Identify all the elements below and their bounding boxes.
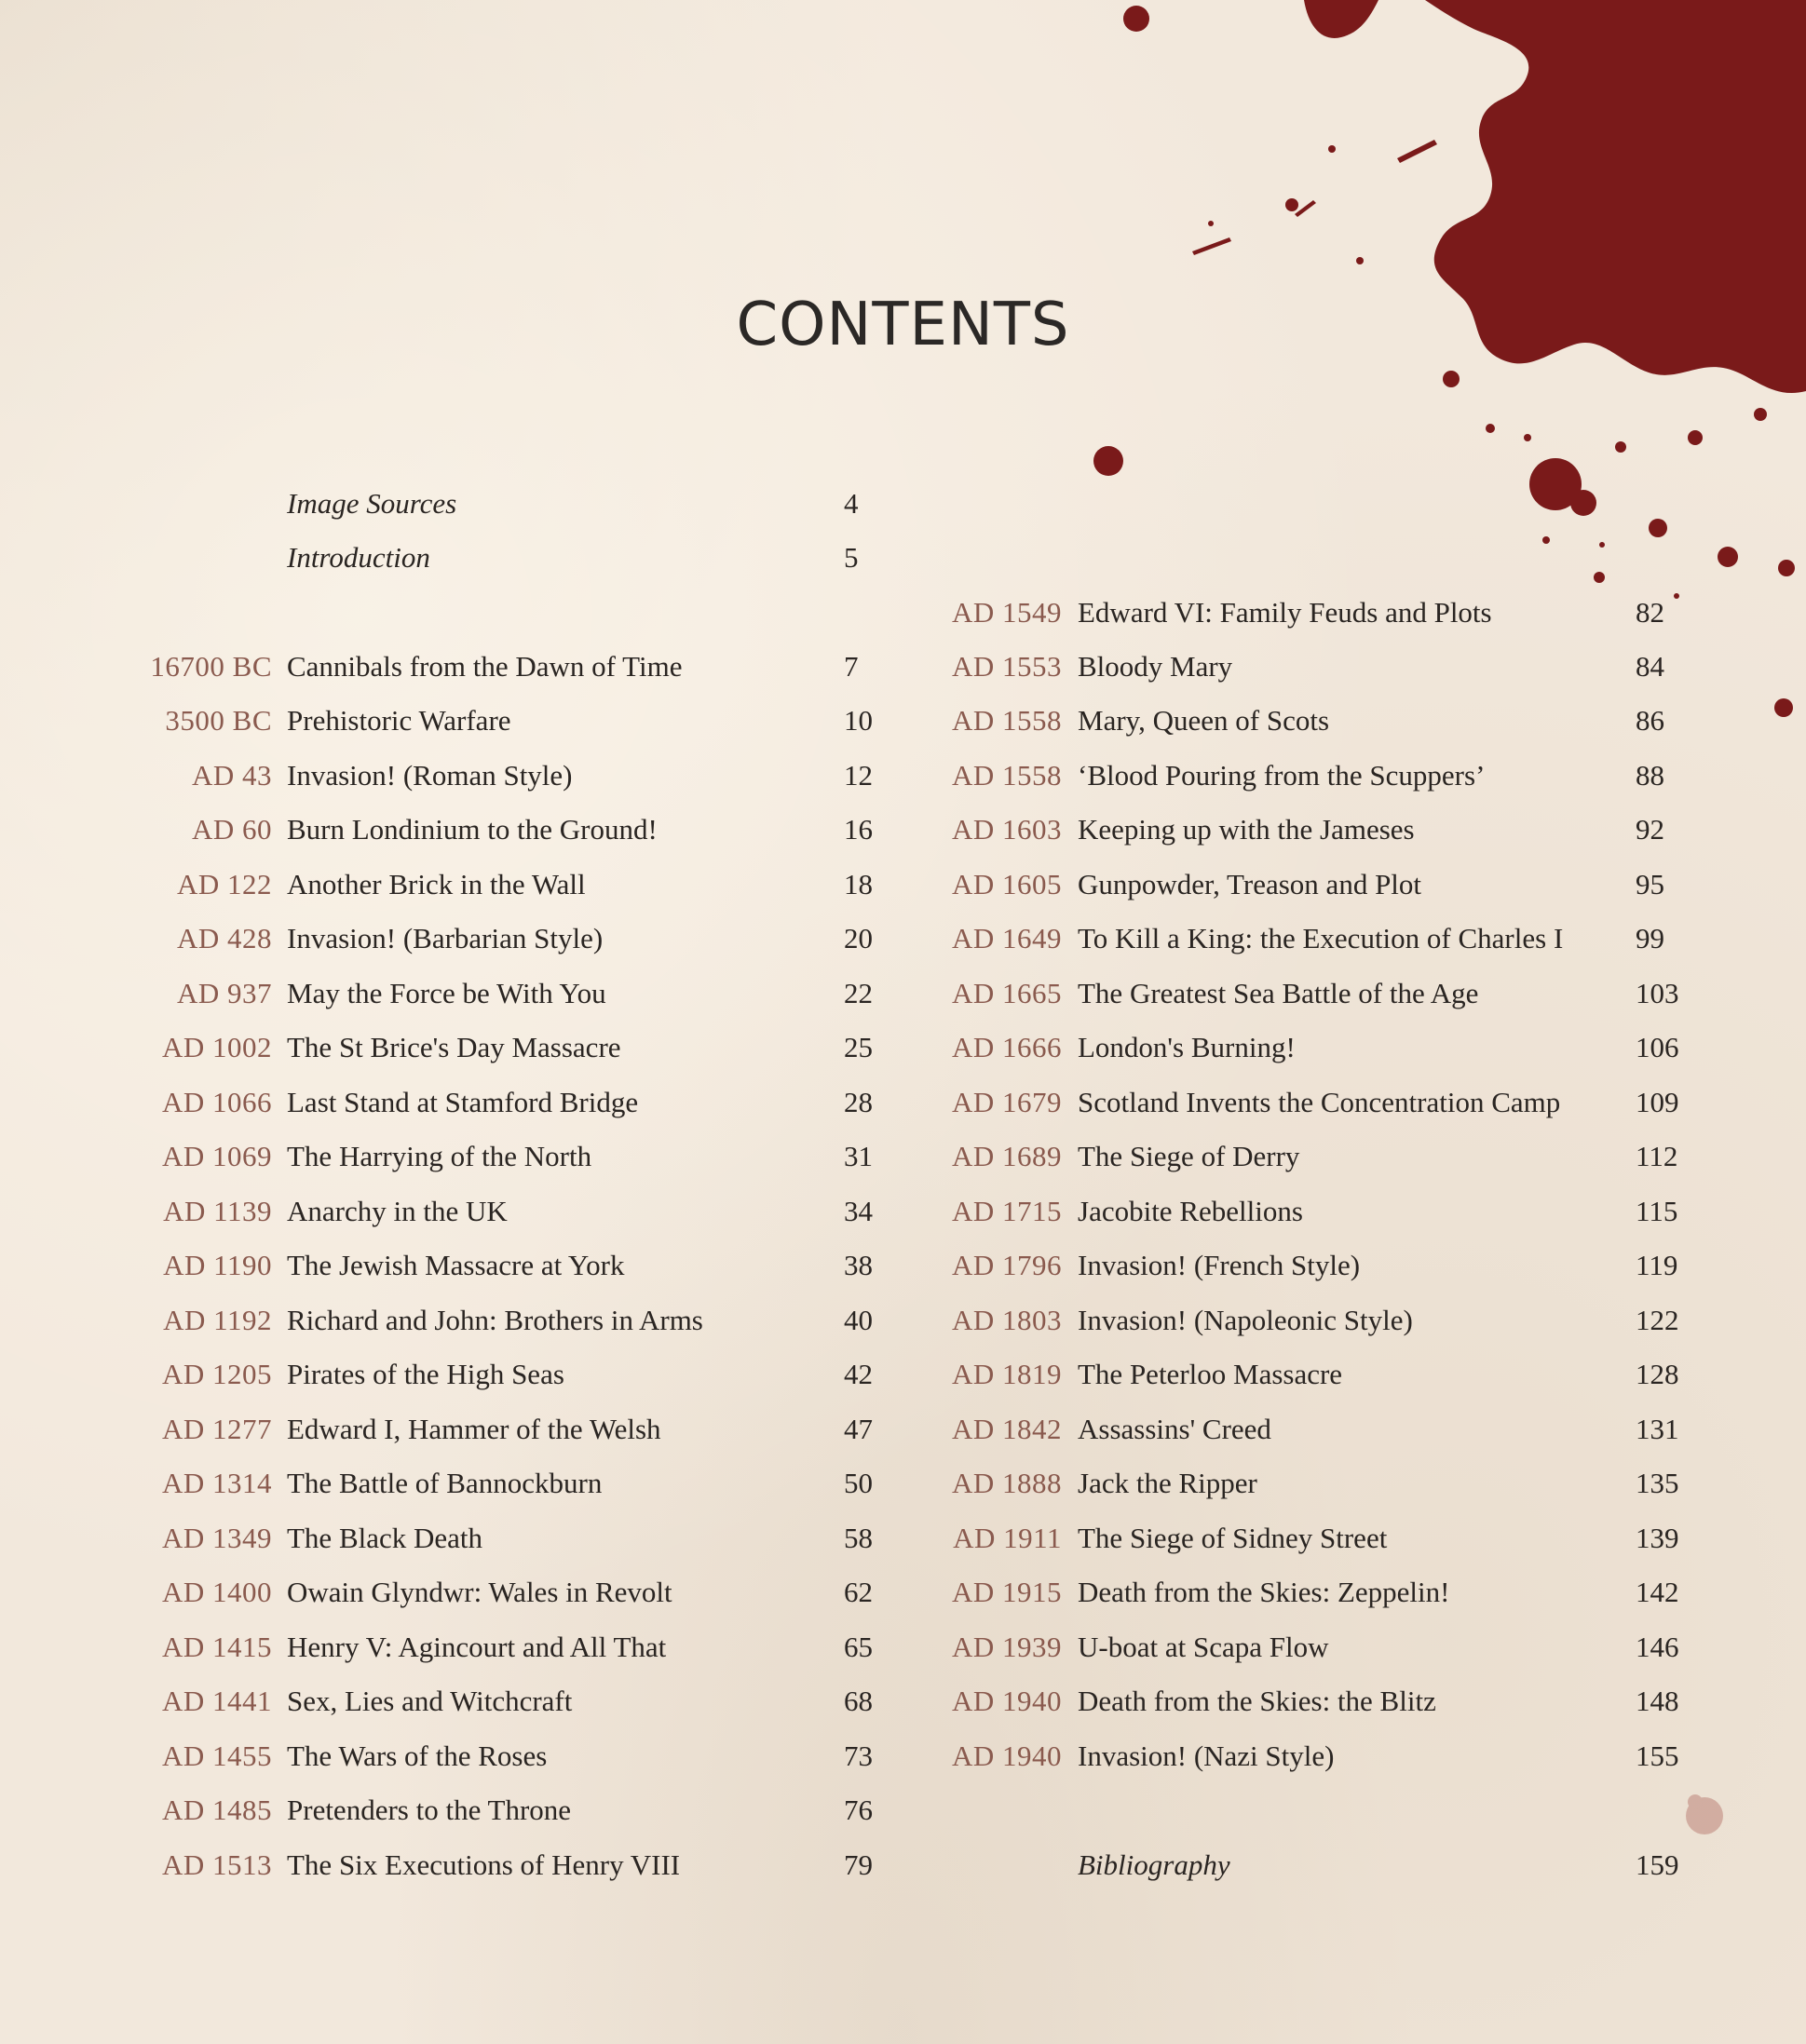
contents-entry[interactable]	[0, 803, 1806, 857]
entry-year: AD 1549	[951, 596, 1062, 629]
entry-title: The Six Executions of Henry VIII	[287, 1848, 681, 1881]
entry-title: Pretenders to the Throne	[287, 1794, 572, 1826]
entry-year: AD 1939	[951, 1631, 1062, 1663]
entry-year: AD 1796	[951, 1249, 1062, 1281]
contents-entry[interactable]	[0, 1456, 1806, 1510]
entry-page: 16	[844, 813, 873, 846]
entry-page: 5	[844, 541, 859, 574]
entry-year: AD 1558	[951, 759, 1062, 792]
entry-year: AD 1649	[951, 922, 1062, 954]
entry-year: AD 1349	[161, 1522, 272, 1554]
entry-page: 47	[844, 1413, 873, 1445]
contents-entry[interactable]	[0, 1347, 1806, 1401]
contents-entry[interactable]	[0, 1511, 1806, 1565]
entry-year: AD 428	[176, 922, 272, 954]
entry-page: 86	[1636, 704, 1664, 737]
entry-year: 3500 BC	[165, 704, 272, 737]
entry-page: 122	[1636, 1304, 1679, 1336]
contents-entry[interactable]	[0, 912, 1806, 966]
contents-entry[interactable]	[0, 640, 1806, 694]
entry-title: To Kill a King: the Execution of Charles I	[1078, 922, 1564, 954]
entry-year: AD 1069	[161, 1140, 272, 1172]
entry-title: May the Force be With You	[287, 977, 606, 1009]
entry-page: 7	[844, 650, 859, 683]
entry-year: AD 1400	[161, 1576, 272, 1608]
entry-page: 115	[1636, 1195, 1678, 1227]
entry-page: 95	[1636, 868, 1664, 900]
entry-year: AD 1513	[161, 1848, 272, 1881]
entry-title: The Wars of the Roses	[287, 1739, 548, 1772]
entry-year: AD 1455	[161, 1739, 272, 1772]
entry-year: AD 122	[176, 868, 272, 900]
entry-page: 112	[1636, 1140, 1678, 1172]
contents-entry[interactable]	[0, 1021, 1806, 1075]
entry-title: Edward I, Hammer of the Welsh	[287, 1413, 661, 1445]
entry-page: 148	[1636, 1685, 1679, 1717]
entry-year: AD 1715	[951, 1195, 1062, 1227]
entry-title: Henry V: Agincourt and All That	[287, 1631, 667, 1663]
entry-page: 58	[844, 1522, 873, 1554]
entry-page: 76	[844, 1794, 873, 1826]
entry-title: Scotland Invents the Concentration Camp	[1078, 1086, 1561, 1118]
entry-year: 16700 BC	[150, 650, 272, 683]
entry-year: AD 1888	[951, 1467, 1062, 1499]
entry-page: 135	[1636, 1467, 1679, 1499]
back-matter-item[interactable]	[0, 1838, 1806, 1892]
contents-entry[interactable]	[0, 1783, 931, 1837]
entry-title: Last Stand at Stamford Bridge	[287, 1086, 639, 1118]
entry-year: AD 1002	[161, 1031, 272, 1063]
entry-title: Pirates of the High Seas	[287, 1358, 564, 1390]
entry-year: AD 60	[191, 813, 272, 846]
entry-title: Gunpowder, Treason and Plot	[1078, 868, 1422, 900]
entry-year: AD 1679	[951, 1086, 1062, 1118]
entry-year: AD 1205	[161, 1358, 272, 1390]
entry-year: AD 1314	[161, 1467, 272, 1499]
entry-page: 73	[844, 1739, 873, 1772]
entry-year: AD 1842	[951, 1413, 1062, 1445]
contents-entry[interactable]	[0, 749, 1806, 803]
entry-year: AD 1066	[161, 1086, 272, 1118]
entry-title: Anarchy in the UK	[287, 1195, 508, 1227]
entry-page: 68	[844, 1685, 873, 1717]
entry-page: 109	[1636, 1086, 1679, 1118]
entry-page: 103	[1636, 977, 1679, 1009]
entry-page: 20	[844, 922, 873, 954]
entry-year: AD 1915	[951, 1576, 1062, 1608]
entry-title: Introduction	[287, 541, 430, 574]
entry-page: 142	[1636, 1576, 1679, 1608]
front-matter-item[interactable]	[0, 477, 931, 531]
entry-year: AD 43	[191, 759, 272, 792]
entry-title: Invasion! (Napoleonic Style)	[1078, 1304, 1413, 1336]
front-matter-item[interactable]	[0, 531, 931, 585]
entry-title: Jack the Ripper	[1078, 1467, 1257, 1499]
entry-title: Assassins' Creed	[1078, 1413, 1271, 1445]
contents-entry[interactable]	[0, 858, 1806, 912]
entry-title: U-boat at Scapa Flow	[1078, 1631, 1329, 1663]
entry-title: Another Brick in the Wall	[287, 868, 586, 900]
entry-page: 65	[844, 1631, 873, 1663]
contents-entry[interactable]	[0, 1184, 1806, 1239]
entry-title: Owain Glyndwr: Wales in Revolt	[287, 1576, 672, 1608]
entry-title: Keeping up with the Jameses	[1078, 813, 1415, 846]
entry-year: AD 1441	[161, 1685, 272, 1717]
entry-title: Cannibals from the Dawn of Time	[287, 650, 683, 683]
entry-page: 131	[1636, 1413, 1679, 1445]
entry-title: The Jewish Massacre at York	[287, 1249, 625, 1281]
entry-page: 10	[844, 704, 873, 737]
entry-page: 25	[844, 1031, 873, 1063]
entry-year: AD 1192	[163, 1304, 272, 1336]
entry-page: 31	[844, 1140, 873, 1172]
entry-page: 62	[844, 1576, 873, 1608]
entry-title: Edward VI: Family Feuds and Plots	[1078, 596, 1492, 629]
entry-title: Mary, Queen of Scots	[1078, 704, 1330, 737]
entry-year: AD 1603	[951, 813, 1062, 846]
entry-page: 42	[844, 1358, 873, 1390]
contents-entry[interactable]	[0, 967, 1806, 1021]
entry-page: 119	[1636, 1249, 1678, 1281]
contents-entry[interactable]	[0, 1293, 1806, 1347]
entry-year: AD 1803	[951, 1304, 1062, 1336]
entry-year: AD 1940	[951, 1739, 1062, 1772]
entry-page: 99	[1636, 922, 1664, 954]
entry-title: Bloody Mary	[1078, 650, 1233, 683]
entry-page: 40	[844, 1304, 873, 1336]
entry-year: AD 1190	[163, 1249, 272, 1281]
contents-entry[interactable]	[0, 694, 1806, 748]
entry-page: 88	[1636, 759, 1664, 792]
entry-title: Prehistoric Warfare	[287, 704, 511, 737]
entry-title: Invasion! (Nazi Style)	[1078, 1739, 1335, 1772]
entry-title: Image Sources	[287, 487, 457, 520]
page-title: CONTENTS	[736, 291, 1070, 359]
entry-title: The St Brice's Day Massacre	[287, 1031, 621, 1063]
entry-title: Burn Londinium to the Ground!	[287, 813, 658, 846]
entry-title: The Black Death	[287, 1522, 483, 1554]
entry-page: 34	[844, 1195, 873, 1227]
entry-title: Bibliography	[1078, 1848, 1230, 1881]
entry-title: The Siege of Sidney Street	[1078, 1522, 1388, 1554]
entry-year: AD 1666	[951, 1031, 1062, 1063]
contents-entry[interactable]	[0, 1076, 1806, 1130]
contents-entry[interactable]	[0, 586, 1806, 640]
entry-page: 92	[1636, 813, 1664, 846]
entry-year: AD 1665	[951, 977, 1062, 1009]
entry-page: 146	[1636, 1631, 1679, 1663]
entry-year: AD 1553	[951, 650, 1062, 683]
entry-title: Sex, Lies and Witchcraft	[287, 1685, 573, 1717]
contents-entry[interactable]	[0, 1130, 1806, 1184]
entry-year: AD 1558	[951, 704, 1062, 737]
entry-page: 79	[844, 1848, 873, 1881]
entry-year: AD 1415	[161, 1631, 272, 1663]
entry-page: 159	[1636, 1848, 1679, 1881]
contents-entry[interactable]	[0, 1674, 1806, 1728]
entry-title: The Battle of Bannockburn	[287, 1467, 603, 1499]
entry-page: 155	[1636, 1739, 1679, 1772]
entry-title: Invasion! (Barbarian Style)	[287, 922, 604, 954]
entry-title: Invasion! (Roman Style)	[287, 759, 573, 792]
entry-page: 38	[844, 1249, 873, 1281]
entry-page: 4	[844, 487, 859, 520]
entry-year: AD 1277	[161, 1413, 272, 1445]
entry-title: ‘Blood Pouring from the Scuppers’	[1078, 759, 1486, 792]
entry-year: AD 1605	[951, 868, 1062, 900]
entry-year: AD 937	[176, 977, 272, 1009]
entry-year: AD 1689	[951, 1140, 1062, 1172]
entry-page: 106	[1636, 1031, 1679, 1063]
entry-page: 82	[1636, 596, 1664, 629]
contents-entry[interactable]	[0, 1402, 1806, 1456]
entry-page: 84	[1636, 650, 1664, 683]
entry-year: AD 1485	[161, 1794, 272, 1826]
contents-entry[interactable]	[0, 1729, 1806, 1783]
entry-title: Richard and John: Brothers in Arms	[287, 1304, 703, 1336]
entry-title: The Peterloo Massacre	[1078, 1358, 1343, 1390]
entry-page: 139	[1636, 1522, 1679, 1554]
entry-title: Invasion! (French Style)	[1078, 1249, 1361, 1281]
entry-title: London's Burning!	[1078, 1031, 1296, 1063]
contents-entry[interactable]	[0, 1620, 1806, 1674]
contents-entry[interactable]	[0, 1239, 1806, 1293]
entry-title: Death from the Skies: Zeppelin!	[1078, 1576, 1450, 1608]
entry-page: 128	[1636, 1358, 1679, 1390]
entry-title: The Harrying of the North	[287, 1140, 592, 1172]
entry-page: 28	[844, 1086, 873, 1118]
entry-year: AD 1819	[951, 1358, 1062, 1390]
entry-year: AD 1940	[951, 1685, 1062, 1717]
entry-title: Jacobite Rebellions	[1078, 1195, 1303, 1227]
entry-year: AD 1911	[953, 1522, 1062, 1554]
entry-year: AD 1139	[163, 1195, 272, 1227]
entry-page: 12	[844, 759, 873, 792]
entry-page: 18	[844, 868, 873, 900]
entry-title: The Greatest Sea Battle of the Age	[1078, 977, 1479, 1009]
entry-title: The Siege of Derry	[1078, 1140, 1300, 1172]
entry-page: 50	[844, 1467, 873, 1499]
entry-page: 22	[844, 977, 873, 1009]
contents-entry[interactable]	[0, 1565, 1806, 1619]
entry-title: Death from the Skies: the Blitz	[1078, 1685, 1436, 1717]
